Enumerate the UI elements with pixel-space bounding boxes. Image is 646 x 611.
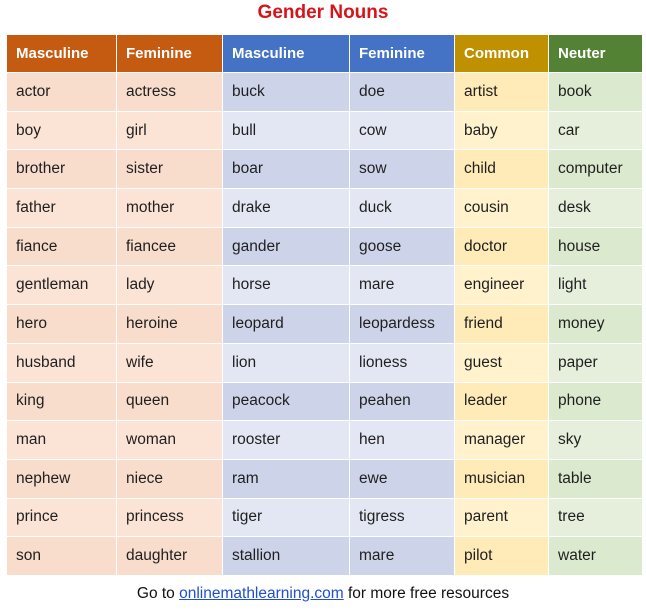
cell-feminine-animal: hen (350, 421, 455, 460)
footer-suffix: for more free resources (343, 585, 510, 602)
cell-feminine-animal: goose (350, 227, 455, 266)
cell-feminine-person: sister (117, 150, 223, 189)
cell-feminine-animal: sow (350, 150, 455, 189)
cell-neuter: money (549, 305, 643, 344)
cell-feminine-person: heroine (117, 305, 223, 344)
cell-masculine-person: son (7, 537, 117, 576)
header-neuter: Neuter (549, 35, 643, 73)
cell-masculine-animal: rooster (223, 421, 350, 460)
cell-masculine-animal: bull (223, 111, 350, 150)
cell-common: parent (455, 498, 549, 537)
cell-masculine-person: prince (7, 498, 117, 537)
cell-neuter: water (549, 537, 643, 576)
cell-masculine-animal: lion (223, 343, 350, 382)
header-common: Common (455, 35, 549, 73)
table-row (7, 459, 643, 498)
header-feminine-person: Feminine (117, 35, 223, 73)
cell-feminine-animal: peahen (350, 382, 455, 421)
cell-neuter: phone (549, 382, 643, 421)
cell-feminine-person: queen (117, 382, 223, 421)
table-row (7, 189, 643, 228)
table-header (7, 35, 643, 73)
cell-masculine-animal: gander (223, 227, 350, 266)
header-row (7, 35, 643, 73)
cell-feminine-person: lady (117, 266, 223, 305)
cell-masculine-person: king (7, 382, 117, 421)
table-row (7, 382, 643, 421)
cell-masculine-animal: stallion (223, 537, 350, 576)
cell-neuter: house (549, 227, 643, 266)
cell-feminine-person: actress (117, 73, 223, 112)
cell-masculine-animal: buck (223, 73, 350, 112)
cell-masculine-person: boy (7, 111, 117, 150)
table-row (7, 111, 643, 150)
cell-feminine-person: girl (117, 111, 223, 150)
header-feminine-animal: Feminine (350, 35, 455, 73)
footer-prefix: Go to (136, 585, 180, 602)
cell-common: manager (455, 421, 549, 460)
cell-masculine-person: nephew (7, 459, 117, 498)
cell-feminine-animal: tigress (350, 498, 455, 537)
table-body (7, 73, 643, 576)
onlinemathlearning-link[interactable]: onlinemathlearning.com (179, 585, 344, 602)
cell-masculine-person: actor (7, 73, 117, 112)
cell-masculine-animal: horse (223, 266, 350, 305)
cell-masculine-animal: tiger (223, 498, 350, 537)
cell-neuter: computer (549, 150, 643, 189)
table-row (7, 421, 643, 460)
cell-feminine-person: fiancee (117, 227, 223, 266)
cell-masculine-animal: peacock (223, 382, 350, 421)
cell-common: artist (455, 73, 549, 112)
cell-feminine-person: wife (117, 343, 223, 382)
cell-feminine-animal: mare (350, 537, 455, 576)
cell-common: musician (455, 459, 549, 498)
cell-common: pilot (455, 537, 549, 576)
cell-feminine-animal: leopardess (350, 305, 455, 344)
header-masculine-animal: Masculine (223, 35, 350, 73)
table-row (7, 305, 643, 344)
cell-feminine-animal: cow (350, 111, 455, 150)
cell-feminine-person: niece (117, 459, 223, 498)
cell-masculine-person: father (7, 189, 117, 228)
table-row (7, 150, 643, 189)
cell-feminine-animal: mare (350, 266, 455, 305)
cell-neuter: tree (549, 498, 643, 537)
table-row (7, 73, 643, 112)
gender-nouns-table (6, 34, 643, 576)
cell-masculine-animal: leopard (223, 305, 350, 344)
cell-neuter: light (549, 266, 643, 305)
cell-neuter: sky (549, 421, 643, 460)
cell-feminine-person: mother (117, 189, 223, 228)
cell-neuter: desk (549, 189, 643, 228)
cell-feminine-person: daughter (117, 537, 223, 576)
cell-feminine-animal: ewe (350, 459, 455, 498)
table-row (7, 343, 643, 382)
cell-masculine-person: hero (7, 305, 117, 344)
cell-masculine-person: brother (7, 150, 117, 189)
cell-common: leader (455, 382, 549, 421)
cell-masculine-animal: boar (223, 150, 350, 189)
footer (0, 585, 646, 603)
cell-neuter: book (549, 73, 643, 112)
cell-neuter: table (549, 459, 643, 498)
table-row (7, 266, 643, 305)
cell-common: guest (455, 343, 549, 382)
cell-feminine-animal: duck (350, 189, 455, 228)
cell-neuter: car (549, 111, 643, 150)
cell-feminine-person: woman (117, 421, 223, 460)
cell-feminine-animal: lioness (350, 343, 455, 382)
table-row (7, 537, 643, 576)
header-masculine-person: Masculine (7, 35, 117, 73)
cell-masculine-person: gentleman (7, 266, 117, 305)
cell-common: engineer (455, 266, 549, 305)
table-row (7, 227, 643, 266)
cell-masculine-person: fiance (7, 227, 117, 266)
cell-common: baby (455, 111, 549, 150)
cell-masculine-animal: drake (223, 189, 350, 228)
cell-masculine-animal: ram (223, 459, 350, 498)
cell-neuter: paper (549, 343, 643, 382)
cell-feminine-person: princess (117, 498, 223, 537)
cell-common: cousin (455, 189, 549, 228)
table-row (7, 498, 643, 537)
cell-common: friend (455, 305, 549, 344)
cell-common: child (455, 150, 549, 189)
cell-masculine-person: man (7, 421, 117, 460)
cell-masculine-person: husband (7, 343, 117, 382)
cell-common: doctor (455, 227, 549, 266)
page-title: Gender Nouns (257, 2, 389, 23)
cell-feminine-animal: doe (350, 73, 455, 112)
